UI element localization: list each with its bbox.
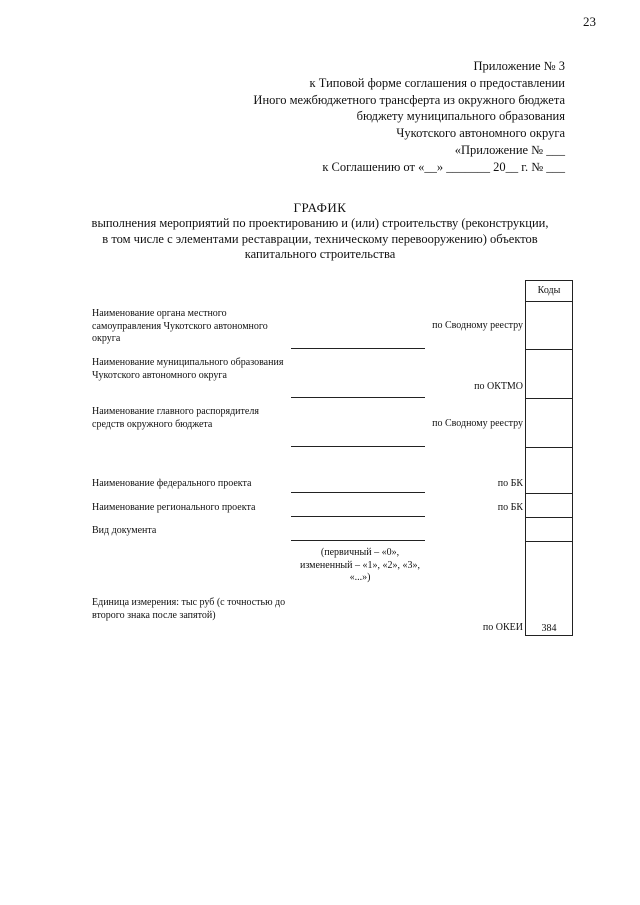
appendix-heading <box>253 58 565 176</box>
okei-code: 384 <box>541 623 557 634</box>
subtitle-line: капитального строительства <box>244 247 396 261</box>
fill-line <box>291 348 425 349</box>
codes-divider <box>526 301 572 302</box>
codes-divider <box>526 517 572 518</box>
appendix-line: «Приложение № ___ <box>454 142 565 157</box>
appendix-line: к Типовой форме соглашения о предоставлении <box>309 75 565 90</box>
document-subtitle <box>60 216 580 263</box>
appendix-line: к Соглашению от «__» _______ 20__ г. № ___ <box>322 159 565 174</box>
row-label-federal-project: Наименование федерального проекта <box>92 478 252 489</box>
fill-line <box>291 516 425 517</box>
page-number: 23 <box>583 14 596 29</box>
document-title: ГРАФИК <box>293 200 347 215</box>
appendix-line: Иного межбюджетного трансферта из окружного бюджета <box>253 92 565 107</box>
row-code-label: по ОКТМО <box>474 381 523 392</box>
codes-divider <box>526 398 572 399</box>
codes-header: Коды <box>537 285 561 296</box>
row-code-label: по ОКЕИ <box>482 622 523 633</box>
row-label-unit: Единица измерения: тыс руб (с точностью до второго знака после запятой) <box>92 597 286 621</box>
appendix-line: Приложение № 3 <box>473 59 565 73</box>
document-type-note: (первичный – «0», измененный – «1», «2», «3», «...») <box>300 547 420 583</box>
row-label-document-type: Вид документа <box>92 525 157 536</box>
row-code-label: по Сводному реестру <box>432 320 523 331</box>
codes-column <box>525 280 573 636</box>
subtitle-line: в том числе с элементами реставрации, техническому перевооружению) объектов <box>102 231 538 246</box>
row-code-label: по Сводному реестру <box>432 418 523 429</box>
appendix-line: бюджету муниципального образования <box>356 109 565 124</box>
appendix-line: Чукотского автономного округа <box>396 126 565 141</box>
codes-divider <box>526 447 572 448</box>
row-code-label: по БК <box>497 478 523 489</box>
codes-divider <box>526 349 572 350</box>
row-label-budget-manager: Наименование главного распорядителя средств окружного бюджета <box>92 406 259 430</box>
fill-line <box>291 492 425 493</box>
row-code-label: по БК <box>497 502 523 513</box>
row-label-municipality: Наименование муниципального образования Чукотского автономного округа <box>92 357 284 381</box>
subtitle-line: выполнения мероприятий по проектированию и (или) строительству (реконструкции, <box>91 216 549 230</box>
row-label-local-government: Наименование органа местного самоуправления Чукотского автономного округа <box>92 308 268 344</box>
fill-line <box>291 446 425 447</box>
fill-line <box>291 397 425 398</box>
fill-line <box>291 540 425 541</box>
row-label-regional-project: Наименование регионального проекта <box>92 502 256 513</box>
codes-divider <box>526 541 572 542</box>
codes-divider <box>526 493 572 494</box>
